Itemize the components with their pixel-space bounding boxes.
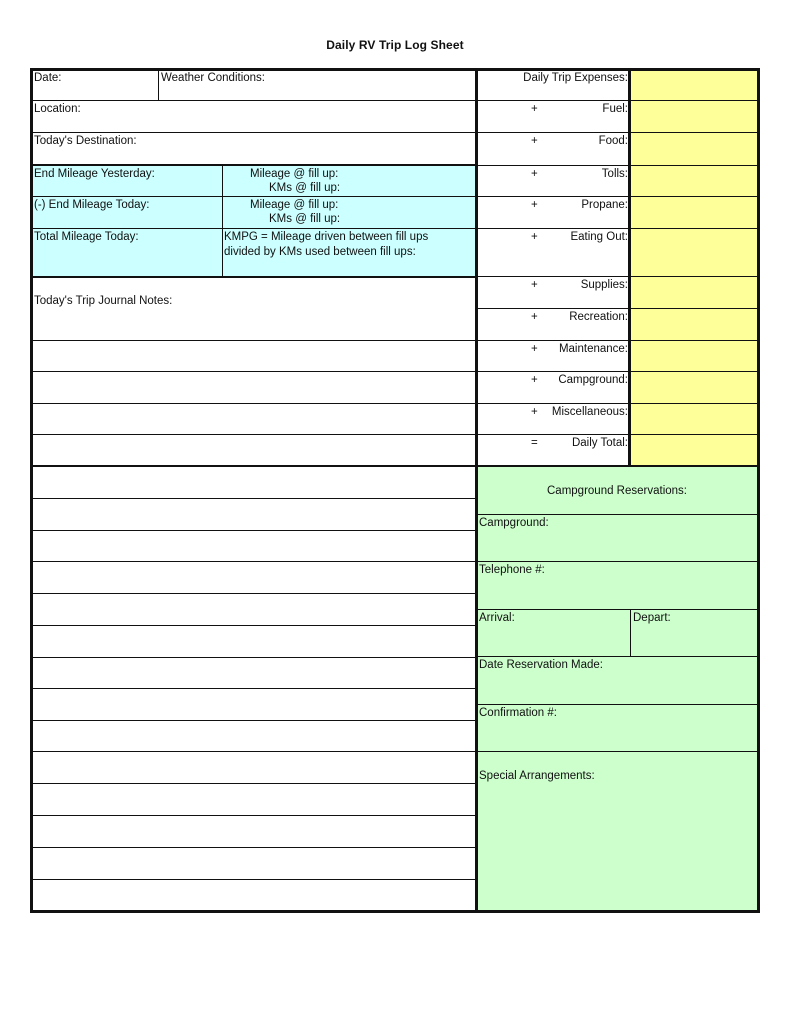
journal-line[interactable] [31,847,477,880]
fillup-2-field[interactable] [222,196,477,229]
confirmation-label: Confirmation #: [479,707,557,719]
fillup-2-kms-label: KMs @ fill up: [269,213,341,225]
expense-label: Propane: [581,199,628,211]
expense-operator: + [531,103,538,115]
kmpg-field[interactable] [222,228,477,278]
column-divider [475,68,478,913]
fillup-2-mileage-label: Mileage @ fill up: [250,199,339,211]
end-mileage-today-label: (-) End Mileage Today: [34,199,150,211]
expense-amount-input[interactable] [630,276,758,309]
journal-line[interactable] [31,625,477,658]
journal-line[interactable] [31,561,477,594]
expense-label-cell [476,403,631,435]
telephone-label: Telephone #: [479,564,545,576]
expenses-header-label: Daily Trip Expenses: [523,72,628,84]
expense-label: Recreation: [569,311,628,323]
weather-field[interactable] [158,69,477,101]
fillup-1-field[interactable] [222,164,477,197]
expense-label-cell [476,340,631,372]
expense-label: Campground: [558,374,628,386]
expense-amount-input[interactable] [630,434,758,467]
telephone-field[interactable] [476,561,758,610]
special-arrangements-field[interactable] [476,751,758,912]
expense-amount-input[interactable] [630,340,758,372]
expense-amount-input[interactable] [630,165,758,197]
date-label: Date: [34,72,62,84]
fillup-1-kms-label: KMs @ fill up: [269,182,341,194]
journal-line[interactable] [31,434,477,467]
expense-amount-input[interactable] [630,100,758,133]
expense-label: Food: [598,135,628,147]
expense-label-cell [476,228,631,277]
kmpg-line-1: KMPG = Mileage driven between fill ups [224,231,429,243]
journal-line[interactable] [31,720,477,752]
expense-operator: + [531,343,538,355]
expense-label-cell [476,165,631,197]
journal-header-line[interactable] [31,276,477,341]
total-mileage-today-field[interactable] [31,228,223,278]
journal-line[interactable] [31,879,477,912]
expense-label-cell [476,132,631,166]
destination-label: Today's Destination: [34,135,137,147]
depart-label: Depart: [633,612,671,624]
special-arrangements-label: Special Arrangements: [479,770,595,782]
expense-operator: + [531,374,538,386]
campground-label: Campground: [479,517,549,529]
fillup-1-mileage-label: Mileage @ fill up: [250,168,339,180]
end-mileage-today-field[interactable] [31,196,223,229]
expense-label: Daily Total: [571,437,628,449]
journal-line[interactable] [31,403,477,435]
journal-line[interactable] [31,657,477,689]
expense-amount-input[interactable] [630,132,758,166]
expense-label-cell [476,100,631,133]
reservations-header-label: Campground Reservations: [547,485,687,497]
page-title: Daily RV Trip Log Sheet [326,38,464,52]
journal-line[interactable] [31,783,477,816]
location-label: Location: [34,103,81,115]
journal-label: Today's Trip Journal Notes: [34,295,173,307]
expense-value-divider [628,68,630,466]
destination-field[interactable] [31,132,477,166]
date-reservation-made-field[interactable] [476,656,758,705]
expense-label: Miscellaneous: [551,406,628,418]
expense-amount-input[interactable] [630,403,758,435]
arrival-label: Arrival: [479,612,515,624]
kmpg-line-2: divided by KMs used between fill ups: [224,246,416,258]
expense-operator: = [531,437,538,449]
total-mileage-today-label: Total Mileage Today: [34,231,139,243]
journal-line[interactable] [31,530,477,562]
expense-operator: + [531,168,538,180]
expenses-header [476,69,631,101]
end-mileage-yesterday-label: End Mileage Yesterday: [34,168,155,180]
expense-amount-input[interactable] [630,371,758,404]
location-field[interactable] [31,100,477,133]
journal-line[interactable] [31,340,477,372]
expense-operator: + [531,135,538,147]
expense-label-cell [476,434,631,467]
date-field[interactable] [31,69,159,101]
journal-line[interactable] [31,815,477,848]
journal-line[interactable] [31,371,477,404]
journal-line[interactable] [31,593,477,626]
expense-label-cell [476,308,631,341]
arrival-field[interactable] [476,609,631,657]
expense-amount-input[interactable] [630,196,758,229]
campground-field[interactable] [476,514,758,562]
expense-label: Tolls: [601,168,628,180]
journal-line[interactable] [31,688,477,721]
expense-amount-input[interactable] [630,228,758,277]
expense-operator: + [531,199,538,211]
confirmation-field[interactable] [476,704,758,752]
date-reservation-made-label: Date Reservation Made: [479,659,604,671]
journal-line[interactable] [31,498,477,531]
expense-label: Fuel: [602,103,628,115]
expense-operator: + [531,311,538,323]
expense-label-cell [476,276,631,309]
journal-line[interactable] [31,751,477,784]
reservations-header [476,465,758,515]
expense-label-cell [476,196,631,229]
weather-label: Weather Conditions: [161,72,265,84]
expense-label: Maintenance: [558,343,628,355]
expenses-header-value[interactable] [630,69,758,101]
journal-line[interactable] [31,466,477,499]
expense-amount-input[interactable] [630,308,758,341]
expense-label-cell [476,371,631,404]
expense-operator: + [531,406,538,418]
end-mileage-yesterday-field[interactable] [31,164,223,197]
expense-label: Eating Out: [570,231,628,243]
depart-field[interactable] [630,609,758,657]
expense-operator: + [531,231,538,243]
expense-operator: + [531,279,538,291]
expense-label: Supplies: [580,279,628,291]
